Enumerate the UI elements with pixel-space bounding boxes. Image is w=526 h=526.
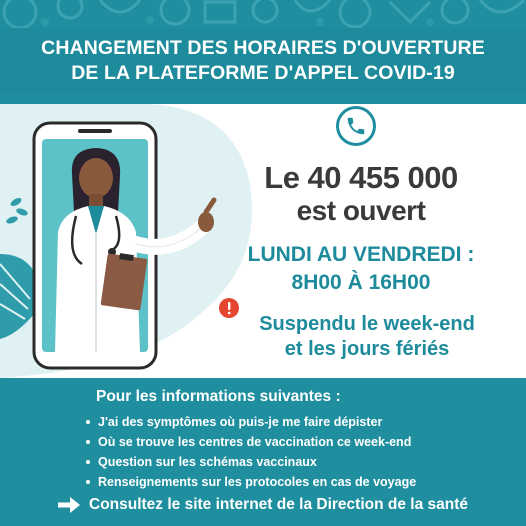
title-box [0, 28, 526, 94]
list-item-label: J'ai des symptômes où puis-je me faire dépister [98, 415, 383, 429]
list-item [86, 412, 416, 432]
title-line-1: CHANGEMENT DES HORAIRES D'OUVERTURE [41, 37, 485, 59]
closed-notice-line-1: Suspendu le week-end [259, 313, 475, 335]
list-item-label: Où se trouve les centres de vaccination ce week-end [98, 435, 412, 449]
bullet-icon [86, 480, 90, 484]
closed-notice-line-2: et les jours fériés [284, 338, 450, 360]
hotline-status: est ouvert [296, 195, 426, 226]
list-item [86, 432, 416, 452]
list-item [86, 452, 416, 472]
list-item-label: Renseignements sur les protocoles en cas de voyage [98, 475, 417, 489]
header-band [0, 0, 526, 104]
opening-hours: 8H00 À 16H00 [291, 271, 431, 294]
list-item-label: Question sur les schémas vaccinaux [98, 455, 317, 469]
info-list [86, 412, 416, 492]
info-title: Pour les informations suivantes : [96, 388, 341, 405]
list-item [86, 472, 416, 492]
website-cta[interactable] [58, 495, 468, 515]
bullet-icon [86, 460, 90, 464]
phone-icon [336, 106, 376, 146]
cta-label: Consultez le site internet de la Direction de la santé [89, 496, 468, 513]
bullet-icon [86, 420, 90, 424]
opening-days: LUNDI AU VENDREDI : [247, 243, 475, 266]
info-panel [0, 378, 526, 526]
title-line-2: DE LA PLATEFORME D'APPEL COVID-19 [71, 62, 455, 84]
arrow-right-icon [58, 497, 80, 513]
bullet-icon [86, 440, 90, 444]
hotline-number: Le 40 455 000 [264, 160, 458, 195]
